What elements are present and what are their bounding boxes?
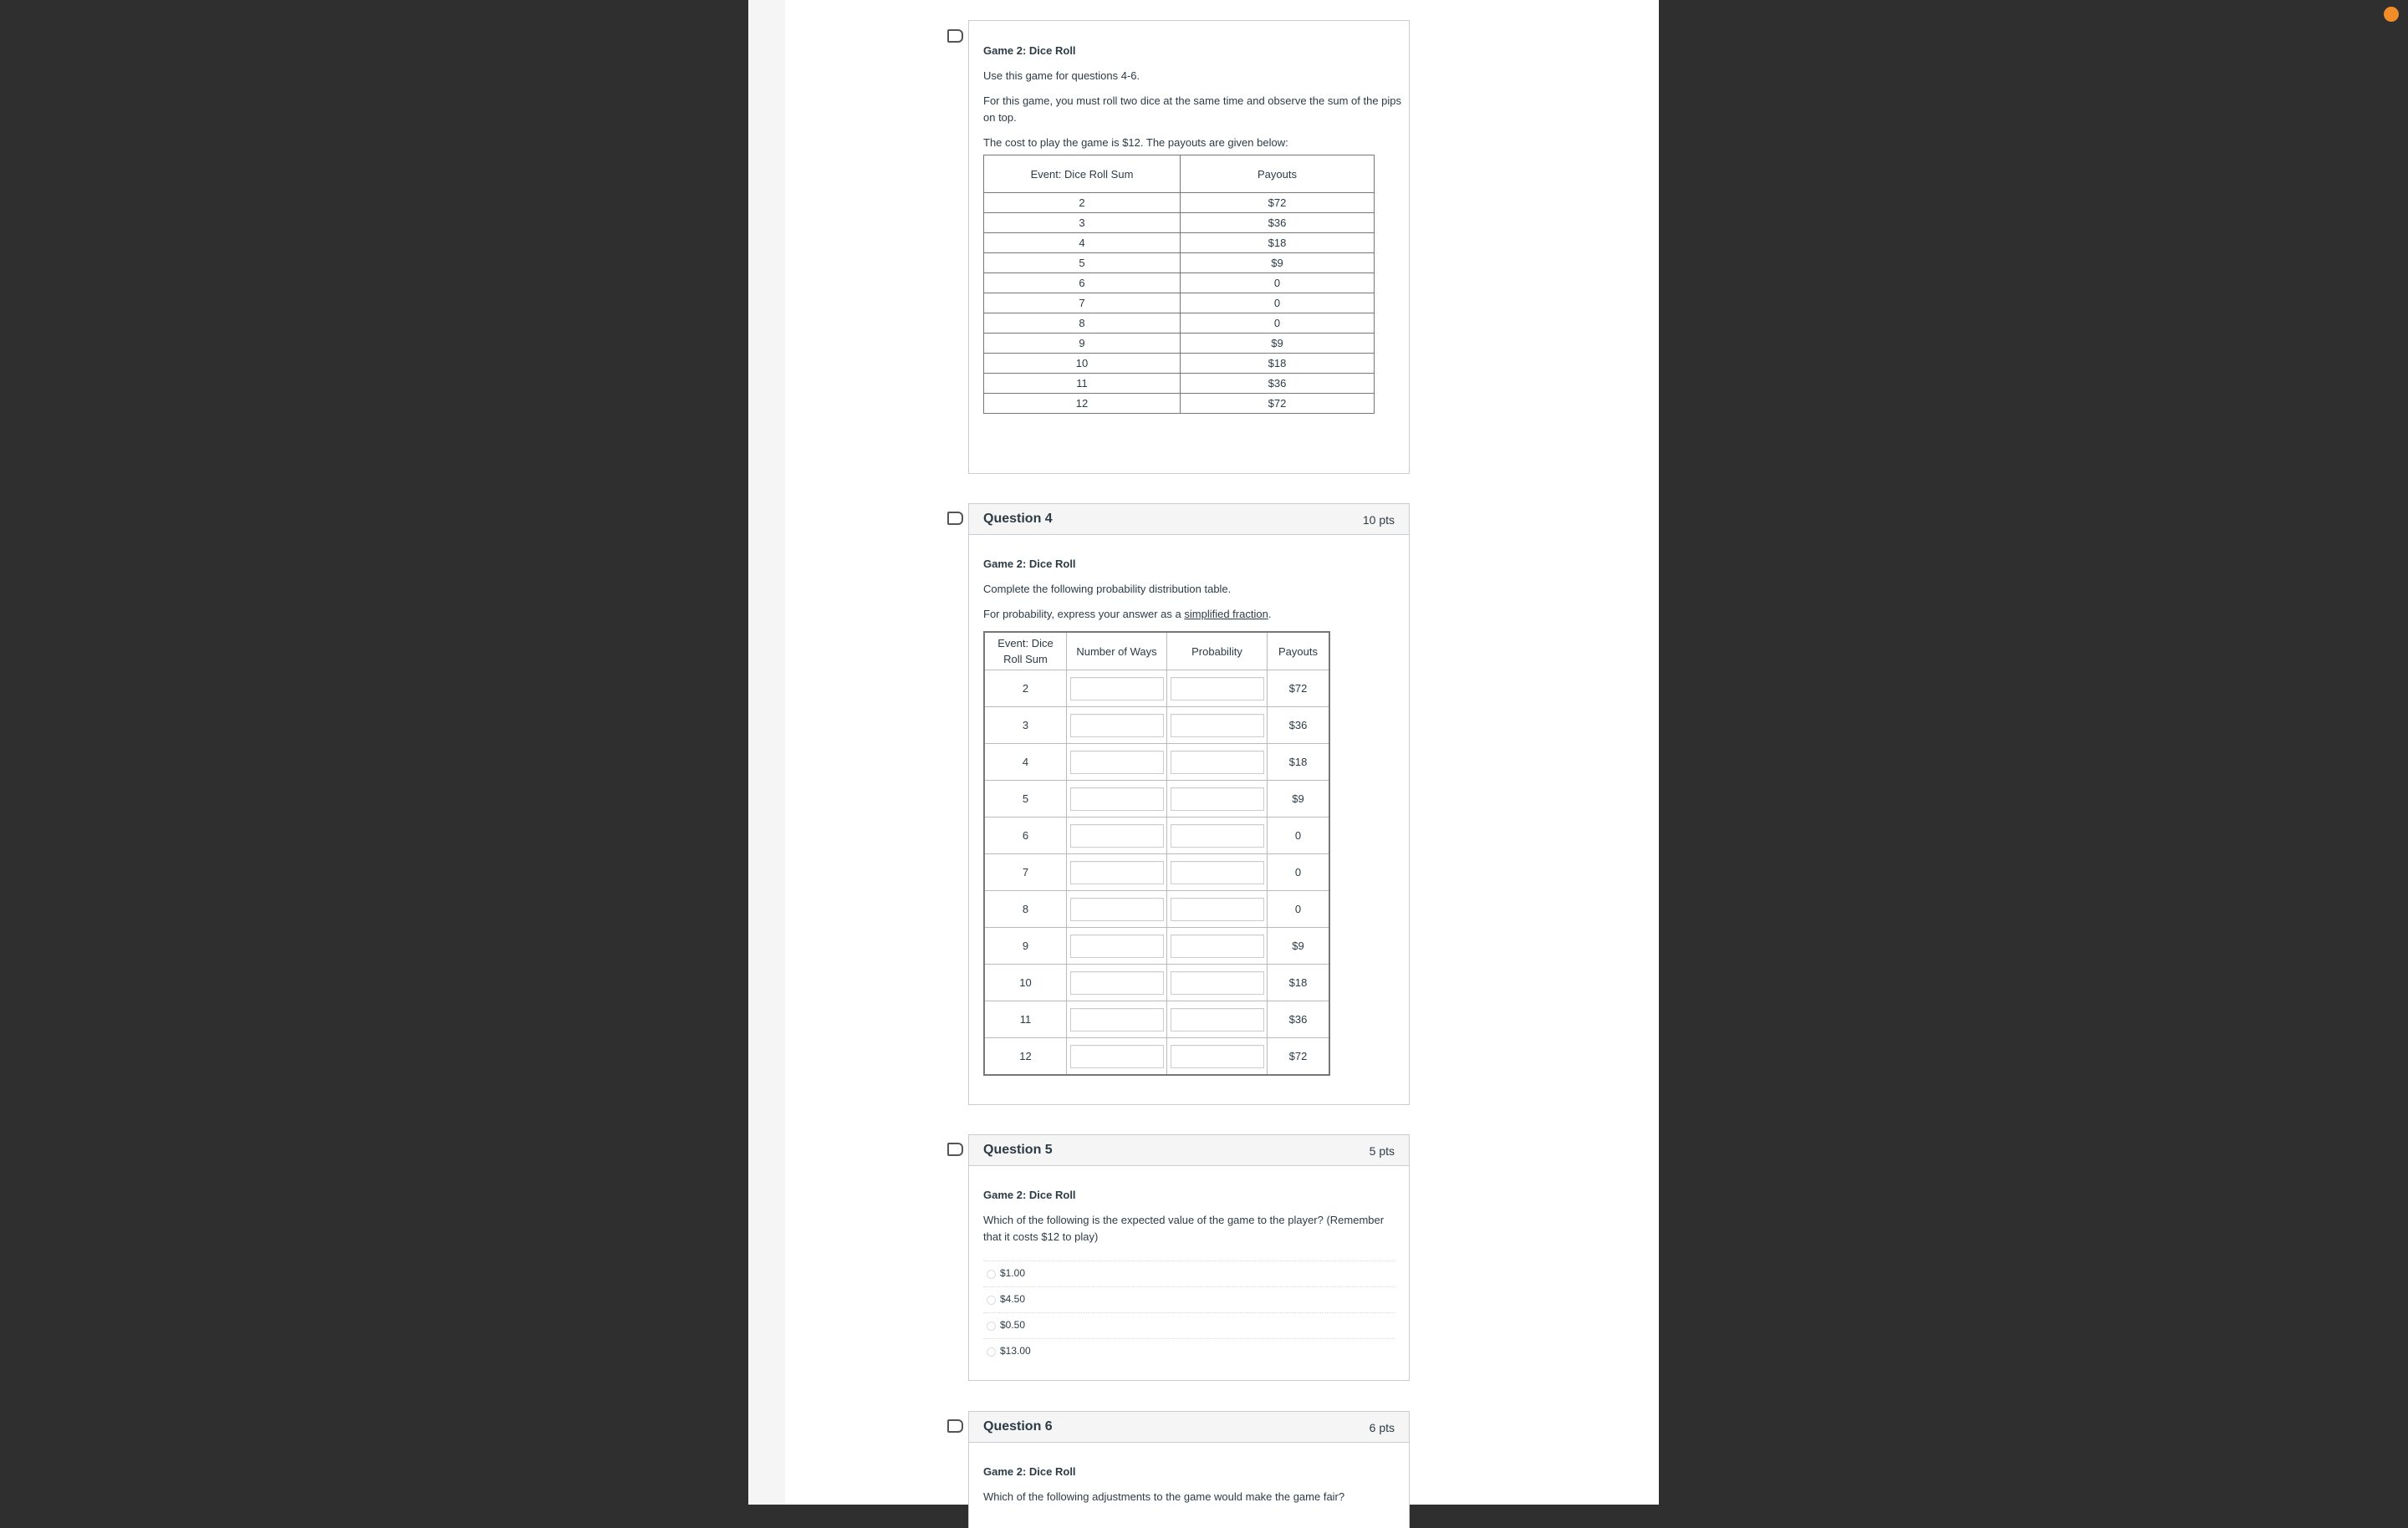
probability-row (984, 781, 1329, 817)
payout-value-cell: $18 (1181, 233, 1375, 253)
ways-input[interactable] (1070, 677, 1164, 700)
payout-value-cell: $18 (1181, 354, 1375, 374)
ways-input[interactable] (1070, 935, 1164, 958)
probability-row (984, 1001, 1329, 1038)
ways-cell (1067, 891, 1167, 928)
probability-cell (1167, 781, 1268, 817)
ways-cell (1067, 744, 1167, 781)
probability-input[interactable] (1171, 787, 1264, 811)
prob-sum-cell: 5 (984, 781, 1067, 817)
prob-payout-cell: $72 (1268, 1038, 1330, 1076)
answer-option-label: $4.50 (1000, 1293, 1026, 1305)
prob-payout-cell: $9 (1268, 928, 1330, 965)
prob-sum-cell: 3 (984, 707, 1067, 744)
answer-option[interactable] (983, 1338, 1395, 1364)
payout-sum-cell: 7 (984, 293, 1181, 313)
payout-table (983, 155, 1375, 414)
radio-button[interactable] (987, 1270, 996, 1279)
ways-cell (1067, 1038, 1167, 1076)
radio-button[interactable] (987, 1296, 996, 1305)
probability-row (984, 891, 1329, 928)
question-5-title: Question 5 (983, 1143, 1053, 1157)
payout-sum-cell: 3 (984, 213, 1181, 233)
prob-header-event: Event: Dice Roll Sum (984, 632, 1067, 670)
question-6-subtitle: Game 2: Dice Roll (983, 1465, 1076, 1478)
question-4-line-2 (983, 606, 1271, 623)
payout-sum-cell: 12 (984, 394, 1181, 414)
question-4-line-1: Complete the following probability distribution table. (983, 583, 1232, 595)
probability-cell (1167, 854, 1268, 891)
probability-input[interactable] (1171, 861, 1264, 884)
prob-sum-cell: 11 (984, 1001, 1067, 1038)
probability-table (983, 631, 1330, 1076)
answer-option[interactable] (983, 1312, 1395, 1338)
payout-value-cell: $72 (1181, 394, 1375, 414)
prob-payout-cell: 0 (1268, 854, 1330, 891)
question-5-subtitle: Game 2: Dice Roll (983, 1189, 1076, 1201)
payout-sum-cell: 9 (984, 334, 1181, 354)
payout-value-cell: $72 (1181, 193, 1375, 213)
question-4-subtitle: Game 2: Dice Roll (983, 558, 1076, 570)
intro-title: Game 2: Dice Roll (983, 44, 1076, 57)
question-4-card (968, 503, 1410, 1105)
probability-input[interactable] (1171, 971, 1264, 995)
prob-payout-cell: 0 (1268, 891, 1330, 928)
question-5-card (968, 1134, 1410, 1381)
line-2-prefix: For probability, express your answer as a (983, 608, 1185, 620)
ways-cell (1067, 965, 1167, 1001)
prob-header-payouts: Payouts (1268, 632, 1330, 670)
question-5-prompt: Which of the following is the expected value of the game to the player? (Remember that it costs $12 to play) (983, 1214, 1385, 1243)
ways-input[interactable] (1070, 898, 1164, 921)
answer-option-label: $1.00 (1000, 1267, 1026, 1279)
payout-row (984, 233, 1375, 253)
radio-button[interactable] (987, 1347, 996, 1357)
probability-cell (1167, 817, 1268, 854)
probability-cell (1167, 744, 1268, 781)
answer-option[interactable] (983, 1286, 1395, 1312)
prob-header-ways: Number of Ways (1067, 632, 1167, 670)
notification-dot[interactable] (2384, 7, 2399, 22)
ways-cell (1067, 1001, 1167, 1038)
line-2-suffix: . (1268, 608, 1272, 620)
probability-cell (1167, 928, 1268, 965)
payout-row (984, 394, 1375, 414)
probability-input[interactable] (1171, 1045, 1264, 1068)
probability-row (984, 707, 1329, 744)
probability-cell (1167, 670, 1268, 707)
probability-cell (1167, 1038, 1268, 1076)
payout-row (984, 334, 1375, 354)
probability-row (984, 744, 1329, 781)
probability-row (984, 928, 1329, 965)
prob-sum-cell: 10 (984, 965, 1067, 1001)
payout-value-cell: 0 (1181, 273, 1375, 293)
payout-sum-cell: 4 (984, 233, 1181, 253)
payout-value-cell: $9 (1181, 253, 1375, 273)
payout-sum-cell: 11 (984, 374, 1181, 394)
probability-input[interactable] (1171, 1008, 1264, 1031)
question-4-title: Question 4 (983, 512, 1053, 526)
bookmark-icon[interactable] (947, 29, 963, 43)
payout-row (984, 273, 1375, 293)
payout-value-cell: 0 (1181, 313, 1375, 334)
probability-input[interactable] (1171, 824, 1264, 848)
probability-row (984, 1038, 1329, 1076)
probability-row (984, 965, 1329, 1001)
probability-input[interactable] (1171, 714, 1264, 737)
prob-sum-cell: 2 (984, 670, 1067, 707)
probability-cell (1167, 891, 1268, 928)
payout-value-cell: $36 (1181, 374, 1375, 394)
prob-sum-cell: 8 (984, 891, 1067, 928)
answer-option-label: $13.00 (1000, 1345, 1031, 1357)
ways-input[interactable] (1070, 751, 1164, 774)
question-6-header (969, 1412, 1409, 1443)
intro-line-1: Use this game for questions 4-6. (983, 69, 1140, 82)
payout-value-cell: $9 (1181, 334, 1375, 354)
probability-cell (1167, 1001, 1268, 1038)
payout-sum-cell: 8 (984, 313, 1181, 334)
prob-payout-cell: $36 (1268, 1001, 1330, 1038)
probability-row (984, 817, 1329, 854)
prob-sum-cell: 4 (984, 744, 1067, 781)
radio-button[interactable] (987, 1322, 996, 1331)
question-5-header (969, 1135, 1409, 1166)
question-6-points: 6 pts (1369, 1421, 1395, 1434)
ways-cell (1067, 781, 1167, 817)
probability-cell (1167, 707, 1268, 744)
probability-row (984, 670, 1329, 707)
question-5-points: 5 pts (1369, 1144, 1395, 1158)
ways-input[interactable] (1070, 971, 1164, 995)
question-6-title: Question 6 (983, 1419, 1053, 1434)
bookmark-icon[interactable] (947, 512, 963, 525)
question-4-header (969, 504, 1409, 535)
ways-cell (1067, 817, 1167, 854)
probability-input[interactable] (1171, 677, 1264, 700)
page-left-strip (748, 0, 785, 1505)
simplified-fraction-link[interactable]: simplified fraction (1184, 608, 1268, 620)
payout-row (984, 354, 1375, 374)
prob-payout-cell: $72 (1268, 670, 1330, 707)
payout-sum-cell: 6 (984, 273, 1181, 293)
ways-cell (1067, 707, 1167, 744)
prob-sum-cell: 7 (984, 854, 1067, 891)
question-6-card (968, 1411, 1410, 1528)
ways-input[interactable] (1070, 1045, 1164, 1068)
ways-input[interactable] (1070, 787, 1164, 811)
prob-header-probability: Probability (1167, 632, 1268, 670)
prob-payout-cell: $18 (1268, 965, 1330, 1001)
ways-input[interactable] (1070, 1008, 1164, 1031)
payout-row (984, 193, 1375, 213)
prob-sum-cell: 6 (984, 817, 1067, 854)
answer-option-label: $0.50 (1000, 1319, 1026, 1331)
ways-input[interactable] (1070, 861, 1164, 884)
payout-sum-cell: 5 (984, 253, 1181, 273)
payout-header-event: Event: Dice Roll Sum (984, 155, 1181, 193)
probability-row (984, 854, 1329, 891)
intro-line-2: For this game, you must roll two dice at the same time and observe the sum of the pips on top. (983, 94, 1402, 124)
prob-payout-cell: $18 (1268, 744, 1330, 781)
payout-value-cell: 0 (1181, 293, 1375, 313)
bookmark-icon[interactable] (947, 1143, 963, 1156)
payout-header-payouts: Payouts (1181, 155, 1375, 193)
ways-input[interactable] (1070, 714, 1164, 737)
payout-value-cell: $36 (1181, 213, 1375, 233)
ways-cell (1067, 670, 1167, 707)
answer-option[interactable] (983, 1261, 1395, 1286)
ways-cell (1067, 928, 1167, 965)
ways-cell (1067, 854, 1167, 891)
intro-card (968, 20, 1410, 474)
probability-cell (1167, 965, 1268, 1001)
probability-input[interactable] (1171, 935, 1264, 958)
prob-sum-cell: 12 (984, 1038, 1067, 1076)
question-6-prompt: Which of the following adjustments to the game would make the game fair? (983, 1490, 1345, 1503)
payout-row (984, 374, 1375, 394)
payout-sum-cell: 10 (984, 354, 1181, 374)
payout-sum-cell: 2 (984, 193, 1181, 213)
probability-input[interactable] (1171, 898, 1264, 921)
prob-sum-cell: 9 (984, 928, 1067, 965)
prob-payout-cell: 0 (1268, 817, 1330, 854)
bookmark-icon[interactable] (947, 1419, 963, 1433)
payout-row (984, 293, 1375, 313)
ways-input[interactable] (1070, 824, 1164, 848)
prob-payout-cell: $36 (1268, 707, 1330, 744)
intro-line-3: The cost to play the game is $12. The payouts are given below: (983, 136, 1288, 149)
payout-row (984, 253, 1375, 273)
probability-input[interactable] (1171, 751, 1264, 774)
question-4-points: 10 pts (1362, 513, 1395, 527)
payout-row (984, 313, 1375, 334)
payout-row (984, 213, 1375, 233)
prob-payout-cell: $9 (1268, 781, 1330, 817)
